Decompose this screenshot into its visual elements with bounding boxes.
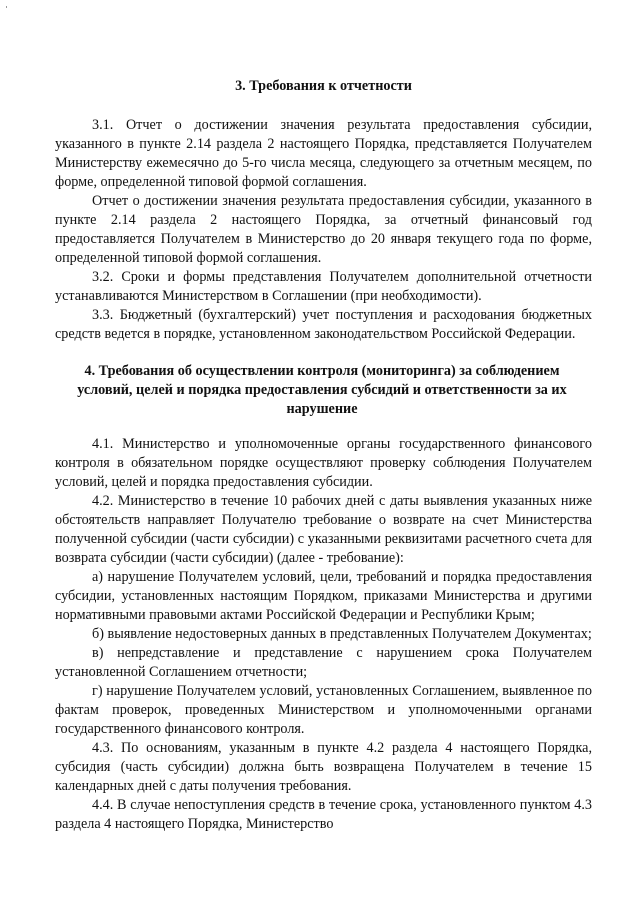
paragraph-4-4: 4.4. В случае непоступления средств в течение срока, установленного пунктом 4.3 раздела 4 настоящего Порядка, Министерство — [55, 797, 592, 832]
section-4-body — [55, 435, 592, 834]
scan-mark — [6, 6, 7, 8]
paragraph-3-2: 3.2. Сроки и формы представления Получателем дополнительной отчетности устанавливаются Министерством в Соглашении (при необходимости). — [55, 269, 592, 304]
paragraph-4-1: 4.1. Министерство и уполномоченные органы государственного финансового контроля в обязательном порядке осуществляют проверку соблюдения Получателем условий, целей и порядка предоставления субсидии. — [55, 436, 592, 490]
section-3-title: 3. Требования к отчетности — [235, 78, 412, 94]
paragraph-4-2-g: г) нарушение Получателем условий, установленных Соглашением, выявленное по фактам проверок, проведенных Министерством и уполномоченными органами государственного финансового контроля. — [55, 683, 592, 737]
paragraph-4-2-v: в) непредставление и представление с нарушением срока Получателем установленной Соглашением отчетности; — [55, 645, 592, 680]
paragraph-3-1-annual: Отчет о достижении значения результата предоставления субсидии, указанного в пункте 2.14 раздела 2 настоящего Порядка, за отчетный финансовый год предоставляется Получателем в Министерство до 20 января текущего года по форме, определенной типовой формой соглашения. — [55, 193, 592, 266]
section-3-body — [55, 116, 592, 344]
paragraph-4-2-b: б) выявление недостоверных данных в представленных Получателем Документах; — [92, 626, 592, 642]
paragraph-3-1: 3.1. Отчет о достижении значения результата предоставления субсидии, указанного в пункте 2.14 раздела 2 настоящего Порядка, представляется Получателем Министерству ежемесячно до 5-го числа месяца, следующего за отчетным месяцем, по форме, определенной типовой формой соглашения. — [55, 117, 592, 190]
section-4-title: 4. Требования об осуществлении контроля (мониторинга) за соблюдением условий, целей и порядка предоставления субсидий и ответственности за их нарушение — [77, 363, 567, 417]
paragraph-3-3: 3.3. Бюджетный (бухгалтерский) учет поступления и расходования бюджетных средств ведется в порядке, установленном законодательством Российской Федерации. — [55, 307, 592, 342]
paragraph-4-2: 4.2. Министерство в течение 10 рабочих дней с даты выявления указанных ниже обстоятельств направляет Получателю требование о возврате на счет Министерства полученной субсидии (части субсидии) с указанными реквизитами расчетного счета для возврата субсидии (части субсидии) (далее - требование): — [55, 493, 592, 566]
paragraph-4-2-a: а) нарушение Получателем условий, цели, требований и порядка предоставления субсидии, установленных настоящим Порядком, приказами Министерства и другими нормативными правовыми актами Российской Федерации и Республики Крым; — [55, 569, 592, 623]
paragraph-4-3: 4.3. По основаниям, указанным в пункте 4.2 раздела 4 настоящего Порядка, субсидия (часть субсидии) должна быть возвращена Получателем в течение 15 календарных дней с даты получения требования. — [55, 740, 592, 794]
